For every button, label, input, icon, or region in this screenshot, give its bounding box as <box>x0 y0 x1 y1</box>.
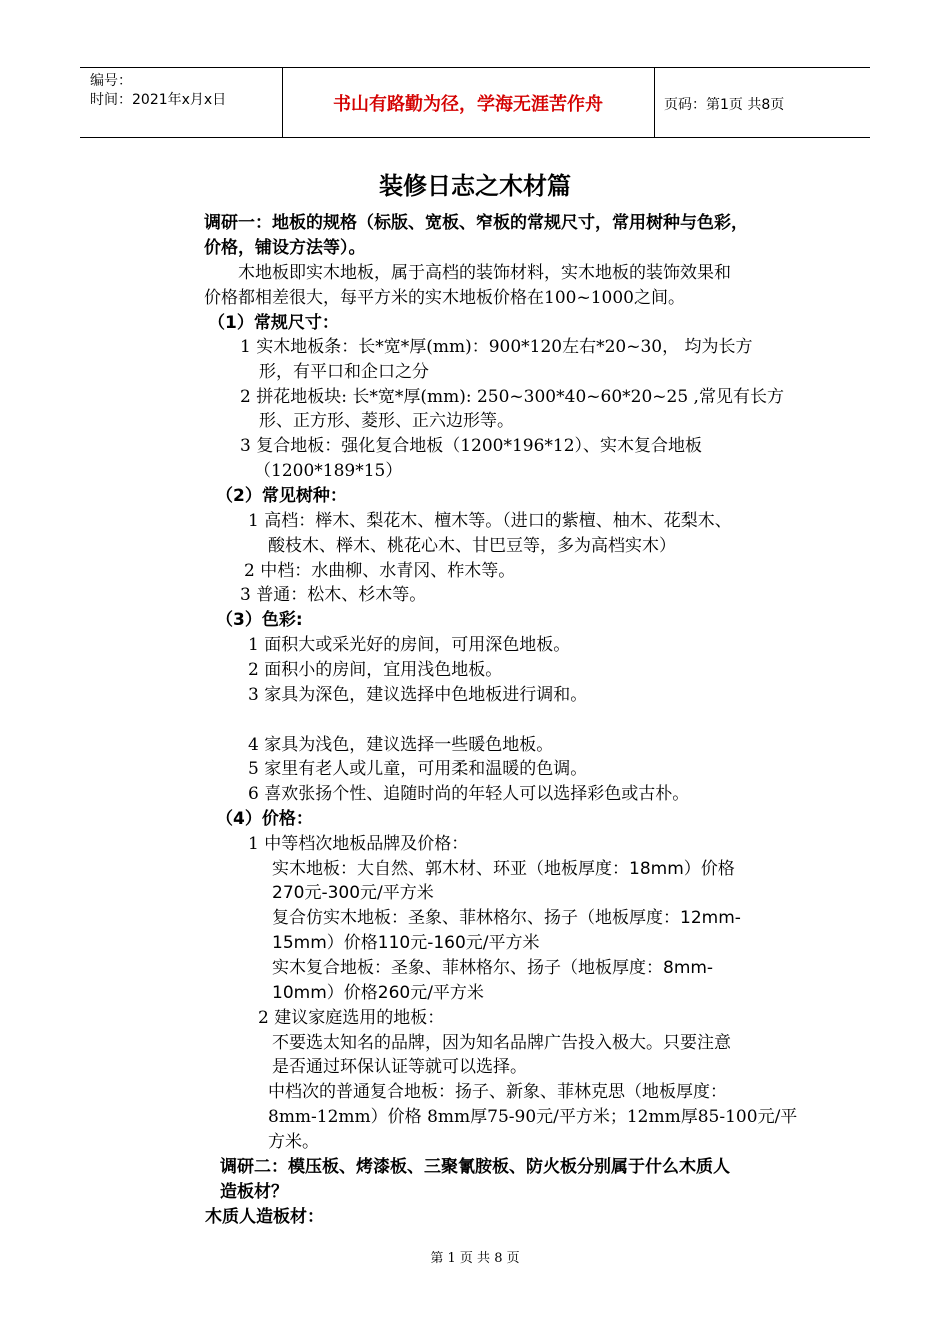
time-label: 时间：2021年x月x日 <box>90 92 227 108</box>
section-heading: （4）价格： <box>216 809 313 829</box>
paragraph-line: 不要选太知名的品牌，因为知名品牌广告投入极大。只要注意 <box>272 1033 731 1053</box>
list-item: 1 实木地板条：长*宽*厚(mm)：900*120左右*20~30， 均为长方 <box>240 337 753 357</box>
price-line: 实木复合地板：圣象、菲林格尔、扬子（地板厚度：8mm- <box>272 958 714 978</box>
section-heading: （1）常规尺寸： <box>208 313 339 333</box>
paragraph-line: 是否通过环保认证等就可以选择。 <box>272 1057 527 1077</box>
paragraph-line: 中档次的普通复合地板：扬子、新象、菲林克思（地板厚度： <box>268 1082 727 1102</box>
list-item: 2 拼花地板块: 长*宽*厚(mm): 250~300*40~60*20~25 ,常见有长方 <box>240 387 784 407</box>
section-heading: （2）常见树种： <box>216 486 347 506</box>
paragraph-line: 价格都相差很大，每平方米的实木地板价格在100~1000之间。 <box>204 288 685 308</box>
list-item-continued: 形、正方形、菱形、正六边形等。 <box>259 411 514 431</box>
list-item: 5 家里有老人或儿童，可用柔和温暖的色调。 <box>248 759 588 779</box>
list-item: 6 喜欢张扬个性、追随时尚的年轻人可以选择彩色或古朴。 <box>248 784 690 804</box>
header-page-info: 页码：第1页 共8页 <box>664 97 785 113</box>
price-line: 10mm）价格260元/平方米 <box>272 983 484 1003</box>
list-item: 3 复合地板：强化复合地板（1200*196*12）、实木复合地板 <box>240 436 703 456</box>
price-line: 实木地板：大自然、郭木材、环亚（地板厚度：18mm）价格 <box>272 859 735 879</box>
paragraph-line: 木地板即实木地板，属于高档的装饰材料，实木地板的装饰效果和 <box>238 263 731 283</box>
list-item-continued: 酸枝木、榉木、桃花心木、甘巴豆等，多为高档实木） <box>268 536 676 556</box>
list-item: 1 高档：榉木、梨花木、檀木等。（进口的紫檀、柚木、花梨木、 <box>248 511 732 531</box>
research-heading: 调研二：模压板、烤漆板、三聚氰胺板、防火板分别属于什么木质人 <box>220 1157 730 1177</box>
list-item-continued: 形，有平口和企口之分 <box>259 362 429 382</box>
list-item: 2 建议家庭选用的地板： <box>258 1008 445 1028</box>
research-heading: 调研一：地板的规格（标版、宽板、窄板的常规尺寸，常用树种与色彩， <box>204 213 748 233</box>
header-left <box>90 72 226 110</box>
research-heading: 造板材？ <box>220 1182 288 1202</box>
document-title: 装修日志之木材篇 <box>379 172 571 200</box>
list-item: 2 中档：水曲柳、水青冈、柞木等。 <box>244 561 516 581</box>
price-line: 复合仿实木地板：圣象、菲林格尔、扬子（地板厚度：12mm- <box>272 908 741 928</box>
list-item: 2 面积小的房间，宜用浅色地板。 <box>248 660 503 680</box>
list-item: 1 面积大或采光好的房间，可用深色地板。 <box>248 635 571 655</box>
list-item: 4 家具为浅色，建议选择一些暖色地板。 <box>248 735 554 755</box>
header-motto: 书山有路勤为径，学海无涯苦作舟 <box>333 94 603 115</box>
list-item-continued: （1200*189*15） <box>254 461 403 481</box>
header-divider <box>654 68 655 137</box>
page-header <box>80 67 870 138</box>
page-footer: 第 1 页 共 8 页 <box>430 1251 520 1266</box>
list-item: 3 家具为深色，建议选择中色地板进行调和。 <box>248 685 588 705</box>
research-heading: 价格，铺设方法等）。 <box>204 238 366 258</box>
price-line: 15mm）价格110元-160元/平方米 <box>272 933 540 953</box>
paragraph-line: 8mm-12mm）价格 8mm厚75-90元/平方米；12mm厚85-100元/平 <box>268 1107 798 1127</box>
price-line: 270元-300元/平方米 <box>272 883 434 903</box>
number-label: 编号： <box>90 73 132 89</box>
section-heading: （3）色彩: <box>216 610 303 630</box>
paragraph-line: 方米。 <box>268 1132 319 1152</box>
list-item: 1 中等档次地板品牌及价格： <box>248 834 469 854</box>
list-item: 3 普通：松木、杉木等。 <box>240 585 427 605</box>
section-heading: 木质人造板材： <box>205 1207 324 1227</box>
